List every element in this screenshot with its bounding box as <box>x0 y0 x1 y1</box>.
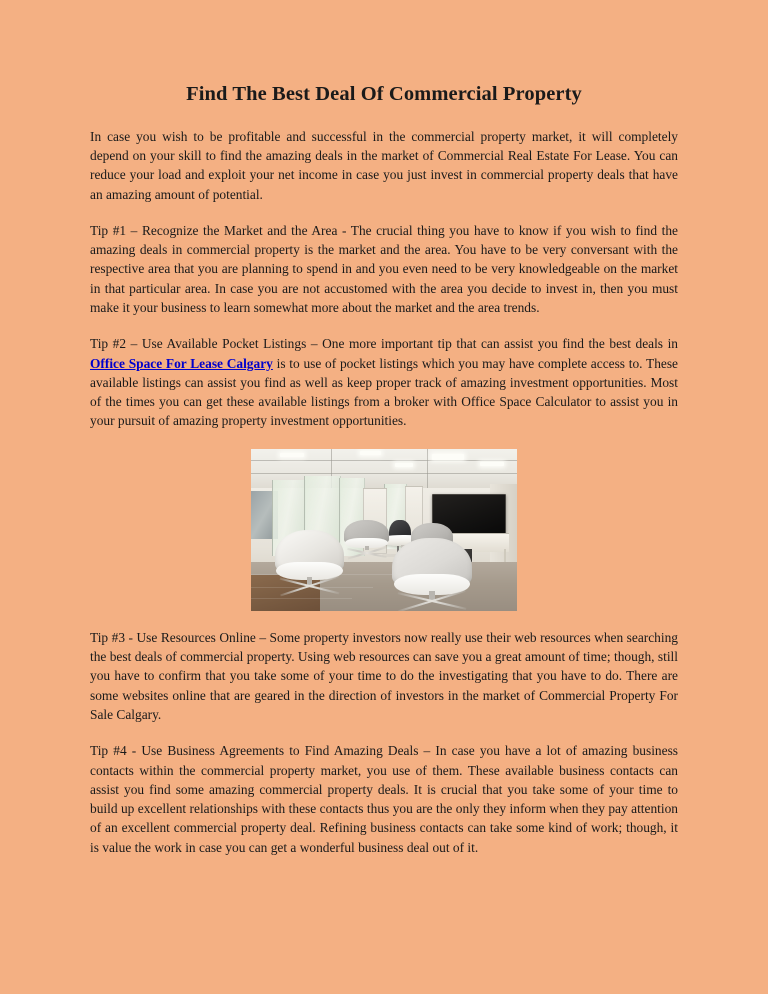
photo-chair-base <box>279 583 340 588</box>
paragraph-tip-4: Tip #4 - Use Business Agreements to Find Amazing Deals – In case you have a lot of amazing business contacts within the commercial property market, you use of them. These available business contacts can assist you find some amazing commercial property deals. It is crucial that you take some of your time to build up excellent relationships with these contacts thus you are the only they inform when they pay attention of an excellent commercial property deal. Refining business contacts can take some kind of work; though, it is value the work in case you can get a wonderful business deal out of it. <box>90 743 678 855</box>
ceiling-light-icon <box>360 451 381 455</box>
ceiling-light-icon <box>480 462 504 466</box>
photo-carpet-streak <box>251 598 352 599</box>
paragraph-tip-1: Tip #1 – Recognize the Market and the Area - The crucial thing you have to know if you wish to find the amazing deals in commercial property is the market and the area. You have to be very conversant with the respective area that you are planning to spend in and you even need to be very knowledgeable on the market in that particular area. In case you are not accustomed with the area you decide to invest in, then you must make it your business to learn somewhat more about the market and the area trends. <box>90 222 678 315</box>
photo-chair-base <box>347 549 387 554</box>
photo-lounge-chair <box>344 520 389 554</box>
ceiling-light-icon <box>432 454 464 459</box>
photo-lounge-chair <box>275 530 344 592</box>
ceiling-light-icon <box>280 453 304 457</box>
photo-ceiling-line <box>251 473 517 474</box>
photo-ceiling-line <box>427 449 428 488</box>
tip-2-tail-text: is to use of pocket listings which you may have complete access to. These available listings can assist you find as well as keep proper track of amazing investment opportunities. Most of the times you can get these available listings from a broker with Office Space Calculator to assist you in your pursuit of amazing property investment opportunities. <box>90 355 678 429</box>
paragraph-tip-2 <box>90 317 678 430</box>
page-title: Find The Best Deal Of Commercial Property <box>186 83 582 105</box>
photo-chair-base <box>397 598 467 603</box>
tip-2-lead-text: Tip #2 – Use Available Pocket Listings – One more important tip that can assist you find the best deals in <box>90 336 678 352</box>
ceiling-light-icon <box>395 463 414 467</box>
paragraph-intro: In case you wish to be profitable and successful in the commercial property market, it will completely depend on your skill to find the amazing deals in the market of Commercial Real Estate For Lease. You can reduce your load and exploit your net income in case you just invest in commercial property deals that have an amazing amount of potential. <box>90 128 678 202</box>
photo-ceiling-line <box>251 460 517 461</box>
office-lounge-photo <box>251 449 517 611</box>
photo-lounge-chair <box>392 538 472 608</box>
figure-container <box>90 431 678 611</box>
office-space-for-lease-calgary-link[interactable]: Office Space For Lease Calgary <box>90 355 273 371</box>
paragraph-tip-3: Tip #3 - Use Resources Online – Some property investors now really use their web resources when searching the best deals of commercial property. Using web resources can save you a great amount of time; though, still you have to confirm that you take some of your time to do the investigating that you have to do. There are some websites online that are geared in the direction of investors in the market of Commercial Property For Sale Calgary. <box>90 629 678 722</box>
